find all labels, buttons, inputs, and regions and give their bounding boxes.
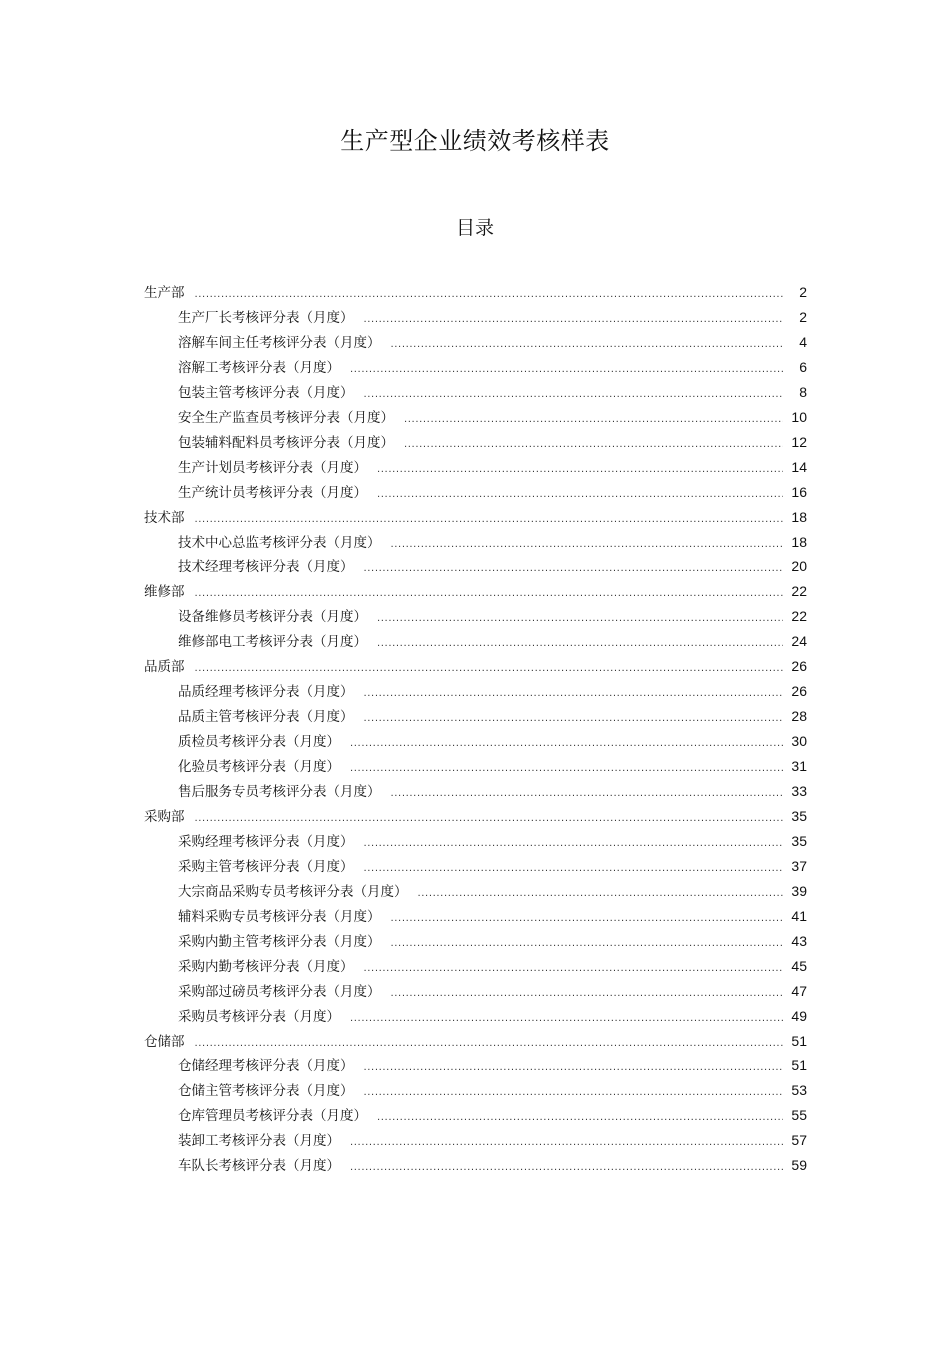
toc-entry-label: 品质部 bbox=[144, 659, 185, 676]
toc-entry-label: 维修部 bbox=[144, 584, 185, 601]
toc-page-number: 59 bbox=[791, 1157, 807, 1174]
toc-entry[interactable] bbox=[178, 855, 807, 877]
toc-dot-leader bbox=[391, 983, 784, 1005]
toc-entry-label: 采购员考核评分表（月度） bbox=[178, 1008, 340, 1025]
toc-entry-label: 生产计划员考核评分表（月度） bbox=[178, 459, 367, 476]
toc-section-entry[interactable] bbox=[144, 580, 807, 602]
toc-entry-label: 仓储部 bbox=[144, 1033, 185, 1050]
toc-dot-leader bbox=[350, 733, 783, 755]
toc-page-number: 47 bbox=[791, 982, 807, 999]
toc-dot-leader bbox=[391, 783, 784, 805]
toc-dot-leader bbox=[391, 334, 784, 356]
toc-entry-label: 质检员考核评分表（月度） bbox=[178, 734, 340, 751]
toc-dot-leader bbox=[195, 583, 784, 605]
toc-page-number: 24 bbox=[791, 633, 807, 650]
toc-entry-label: 生产厂长考核评分表（月度） bbox=[178, 309, 354, 326]
toc-dot-leader bbox=[364, 683, 784, 705]
toc-entry[interactable] bbox=[178, 730, 807, 752]
toc-section-entry[interactable] bbox=[144, 655, 807, 677]
toc-entry-label: 技术经理考核评分表（月度） bbox=[178, 559, 354, 576]
toc-entry[interactable] bbox=[178, 406, 807, 428]
toc-entry[interactable] bbox=[178, 381, 807, 403]
toc-entry-label: 包装主管考核评分表（月度） bbox=[178, 384, 354, 401]
toc-entry-label: 采购经理考核评分表（月度） bbox=[178, 833, 354, 850]
toc-dot-leader bbox=[195, 284, 784, 306]
toc-dot-leader bbox=[391, 534, 784, 556]
toc-dot-leader bbox=[350, 758, 783, 780]
toc-dot-leader bbox=[364, 384, 784, 406]
toc-entry-label: 大宗商品采购专员考核评分表（月度） bbox=[178, 883, 408, 900]
toc-entry-label: 仓储经理考核评分表（月度） bbox=[178, 1058, 354, 1075]
toc-entry[interactable] bbox=[178, 755, 807, 777]
toc-page-number: 51 bbox=[791, 1057, 807, 1074]
toc-page-number: 2 bbox=[799, 284, 807, 300]
toc-dot-leader bbox=[350, 1008, 783, 1030]
toc-entry[interactable] bbox=[178, 1104, 807, 1126]
toc-page-number: 22 bbox=[791, 583, 807, 600]
toc-entry-label: 品质经理考核评分表（月度） bbox=[178, 684, 354, 701]
toc-dot-leader bbox=[364, 558, 784, 580]
toc-page-number: 45 bbox=[791, 957, 807, 974]
toc-entry-label: 生产统计员考核评分表（月度） bbox=[178, 484, 367, 501]
toc-entry[interactable] bbox=[178, 880, 807, 902]
toc-entry[interactable] bbox=[178, 1079, 807, 1101]
toc-dot-leader bbox=[195, 658, 784, 680]
toc-dot-leader bbox=[195, 509, 784, 531]
toc-entry[interactable] bbox=[178, 306, 807, 328]
toc-page-number: 6 bbox=[799, 358, 807, 375]
toc-section-entry[interactable] bbox=[144, 281, 807, 303]
toc-dot-leader bbox=[350, 1132, 783, 1154]
toc-entry[interactable] bbox=[178, 531, 807, 553]
toc-entry-label: 溶解工考核评分表（月度） bbox=[178, 359, 340, 376]
toc-page-number: 2 bbox=[799, 308, 807, 325]
toc-dot-leader bbox=[195, 1033, 784, 1055]
toc-dot-leader bbox=[364, 858, 784, 880]
toc-entry[interactable] bbox=[178, 780, 807, 802]
toc-dot-leader bbox=[391, 908, 784, 930]
toc-page-number: 28 bbox=[791, 708, 807, 725]
toc-entry[interactable] bbox=[178, 680, 807, 702]
toc-page-number: 10 bbox=[791, 408, 807, 425]
toc-page-number: 14 bbox=[791, 458, 807, 475]
toc-page-number: 4 bbox=[799, 333, 807, 350]
toc-page-number: 30 bbox=[791, 733, 807, 750]
toc-entry[interactable] bbox=[178, 356, 807, 378]
toc-heading: 目录 bbox=[455, 217, 494, 239]
toc-section-entry[interactable] bbox=[144, 506, 807, 528]
toc-entry-label: 设备维修员考核评分表（月度） bbox=[178, 609, 367, 626]
toc-dot-leader bbox=[377, 459, 783, 481]
toc-dot-leader bbox=[364, 1057, 784, 1079]
toc-page-number: 39 bbox=[791, 882, 807, 899]
toc-page-number: 18 bbox=[791, 533, 807, 550]
toc-entry[interactable] bbox=[178, 555, 807, 577]
toc-dot-leader bbox=[350, 1157, 783, 1179]
toc-entry[interactable] bbox=[178, 1154, 807, 1176]
toc-page-number: 16 bbox=[791, 483, 807, 500]
toc-dot-leader bbox=[418, 883, 784, 905]
toc-dot-leader bbox=[404, 434, 783, 456]
toc-entry[interactable] bbox=[178, 705, 807, 727]
toc-dot-leader bbox=[364, 1082, 784, 1104]
toc-entry[interactable] bbox=[178, 1129, 807, 1151]
toc-dot-leader bbox=[364, 958, 784, 980]
toc-page-number: 57 bbox=[791, 1132, 807, 1149]
toc-entry-label: 维修部电工考核评分表（月度） bbox=[178, 634, 367, 651]
toc-page-number: 37 bbox=[791, 857, 807, 874]
toc-page-number: 31 bbox=[791, 758, 807, 775]
toc-entry-label: 仓库管理员考核评分表（月度） bbox=[178, 1108, 367, 1125]
toc-entry-label: 采购部过磅员考核评分表（月度） bbox=[178, 983, 381, 1000]
toc-entry-label: 技术中心总监考核评分表（月度） bbox=[178, 534, 381, 551]
toc-page-number: 33 bbox=[791, 783, 807, 799]
toc-page-number: 49 bbox=[791, 1007, 807, 1024]
toc-entry-label: 采购部 bbox=[144, 808, 185, 825]
toc-entry[interactable] bbox=[178, 630, 807, 652]
toc-dot-leader bbox=[377, 1107, 783, 1129]
toc-dot-leader bbox=[377, 608, 783, 630]
toc-entry[interactable] bbox=[178, 456, 807, 478]
toc-page-number: 12 bbox=[791, 433, 807, 450]
toc-entry[interactable] bbox=[178, 905, 807, 927]
toc-page-number: 22 bbox=[791, 608, 807, 625]
toc-entry[interactable] bbox=[178, 1005, 807, 1027]
toc-entry-label: 售后服务专员考核评分表（月度） bbox=[178, 784, 381, 800]
toc-page-number: 53 bbox=[791, 1082, 807, 1099]
toc-page-number: 51 bbox=[791, 1032, 807, 1049]
toc-page-number: 26 bbox=[791, 683, 807, 700]
toc-entry-label: 化验员考核评分表（月度） bbox=[178, 759, 340, 776]
toc-entry[interactable] bbox=[178, 955, 807, 977]
toc-entry-label: 采购内勤主管考核评分表（月度） bbox=[178, 933, 381, 950]
toc-entry-label: 安全生产监查员考核评分表（月度） bbox=[178, 409, 394, 426]
toc-dot-leader bbox=[364, 309, 784, 331]
toc-dot-leader bbox=[364, 833, 784, 855]
toc-page-number: 18 bbox=[791, 508, 807, 525]
toc-dot-leader bbox=[195, 808, 784, 830]
toc-dot-leader bbox=[364, 708, 784, 730]
toc-entry[interactable] bbox=[178, 431, 807, 453]
toc-dot-leader bbox=[377, 633, 783, 655]
toc-page-number: 35 bbox=[791, 807, 807, 824]
toc-entry[interactable] bbox=[178, 331, 807, 353]
toc-section-entry[interactable] bbox=[144, 1030, 807, 1052]
toc-dot-leader bbox=[391, 933, 784, 955]
toc-page-number: 43 bbox=[791, 932, 807, 949]
toc-entry-label: 生产部 bbox=[144, 285, 185, 301]
toc-page-number: 55 bbox=[791, 1107, 807, 1124]
document-title: 生产型企业绩效考核样表 bbox=[340, 127, 610, 155]
toc-dot-leader bbox=[350, 359, 783, 381]
toc-entry-label: 品质主管考核评分表（月度） bbox=[178, 709, 354, 726]
toc-page-number: 8 bbox=[799, 383, 807, 400]
toc-entry[interactable] bbox=[178, 1054, 807, 1076]
toc-page-number: 41 bbox=[791, 907, 807, 924]
toc-entry[interactable] bbox=[178, 481, 807, 503]
toc-section-entry[interactable] bbox=[144, 805, 807, 827]
toc-page-number: 26 bbox=[791, 658, 807, 675]
toc-entry-label: 包装辅料配料员考核评分表（月度） bbox=[178, 434, 394, 451]
toc-page-number: 20 bbox=[791, 558, 807, 575]
toc-entry-label: 仓储主管考核评分表（月度） bbox=[178, 1083, 354, 1100]
toc-entry-label: 采购主管考核评分表（月度） bbox=[178, 858, 354, 875]
toc-page-number: 35 bbox=[791, 832, 807, 849]
toc-entry-label: 装卸工考核评分表（月度） bbox=[178, 1133, 340, 1150]
toc-dot-leader bbox=[404, 409, 783, 431]
toc-entry[interactable] bbox=[178, 930, 807, 952]
toc-entry[interactable] bbox=[178, 980, 807, 1002]
toc-entry-label: 车队长考核评分表（月度） bbox=[178, 1158, 340, 1175]
toc-dot-leader bbox=[377, 484, 783, 506]
toc-entry[interactable] bbox=[178, 605, 807, 627]
toc-entry-label: 辅料采购专员考核评分表（月度） bbox=[178, 908, 381, 925]
toc-entry-label: 溶解车间主任考核评分表（月度） bbox=[178, 334, 381, 351]
toc-entry-label: 采购内勤考核评分表（月度） bbox=[178, 958, 354, 975]
toc-entry-label: 技术部 bbox=[144, 509, 185, 526]
toc-entry[interactable] bbox=[178, 830, 807, 852]
